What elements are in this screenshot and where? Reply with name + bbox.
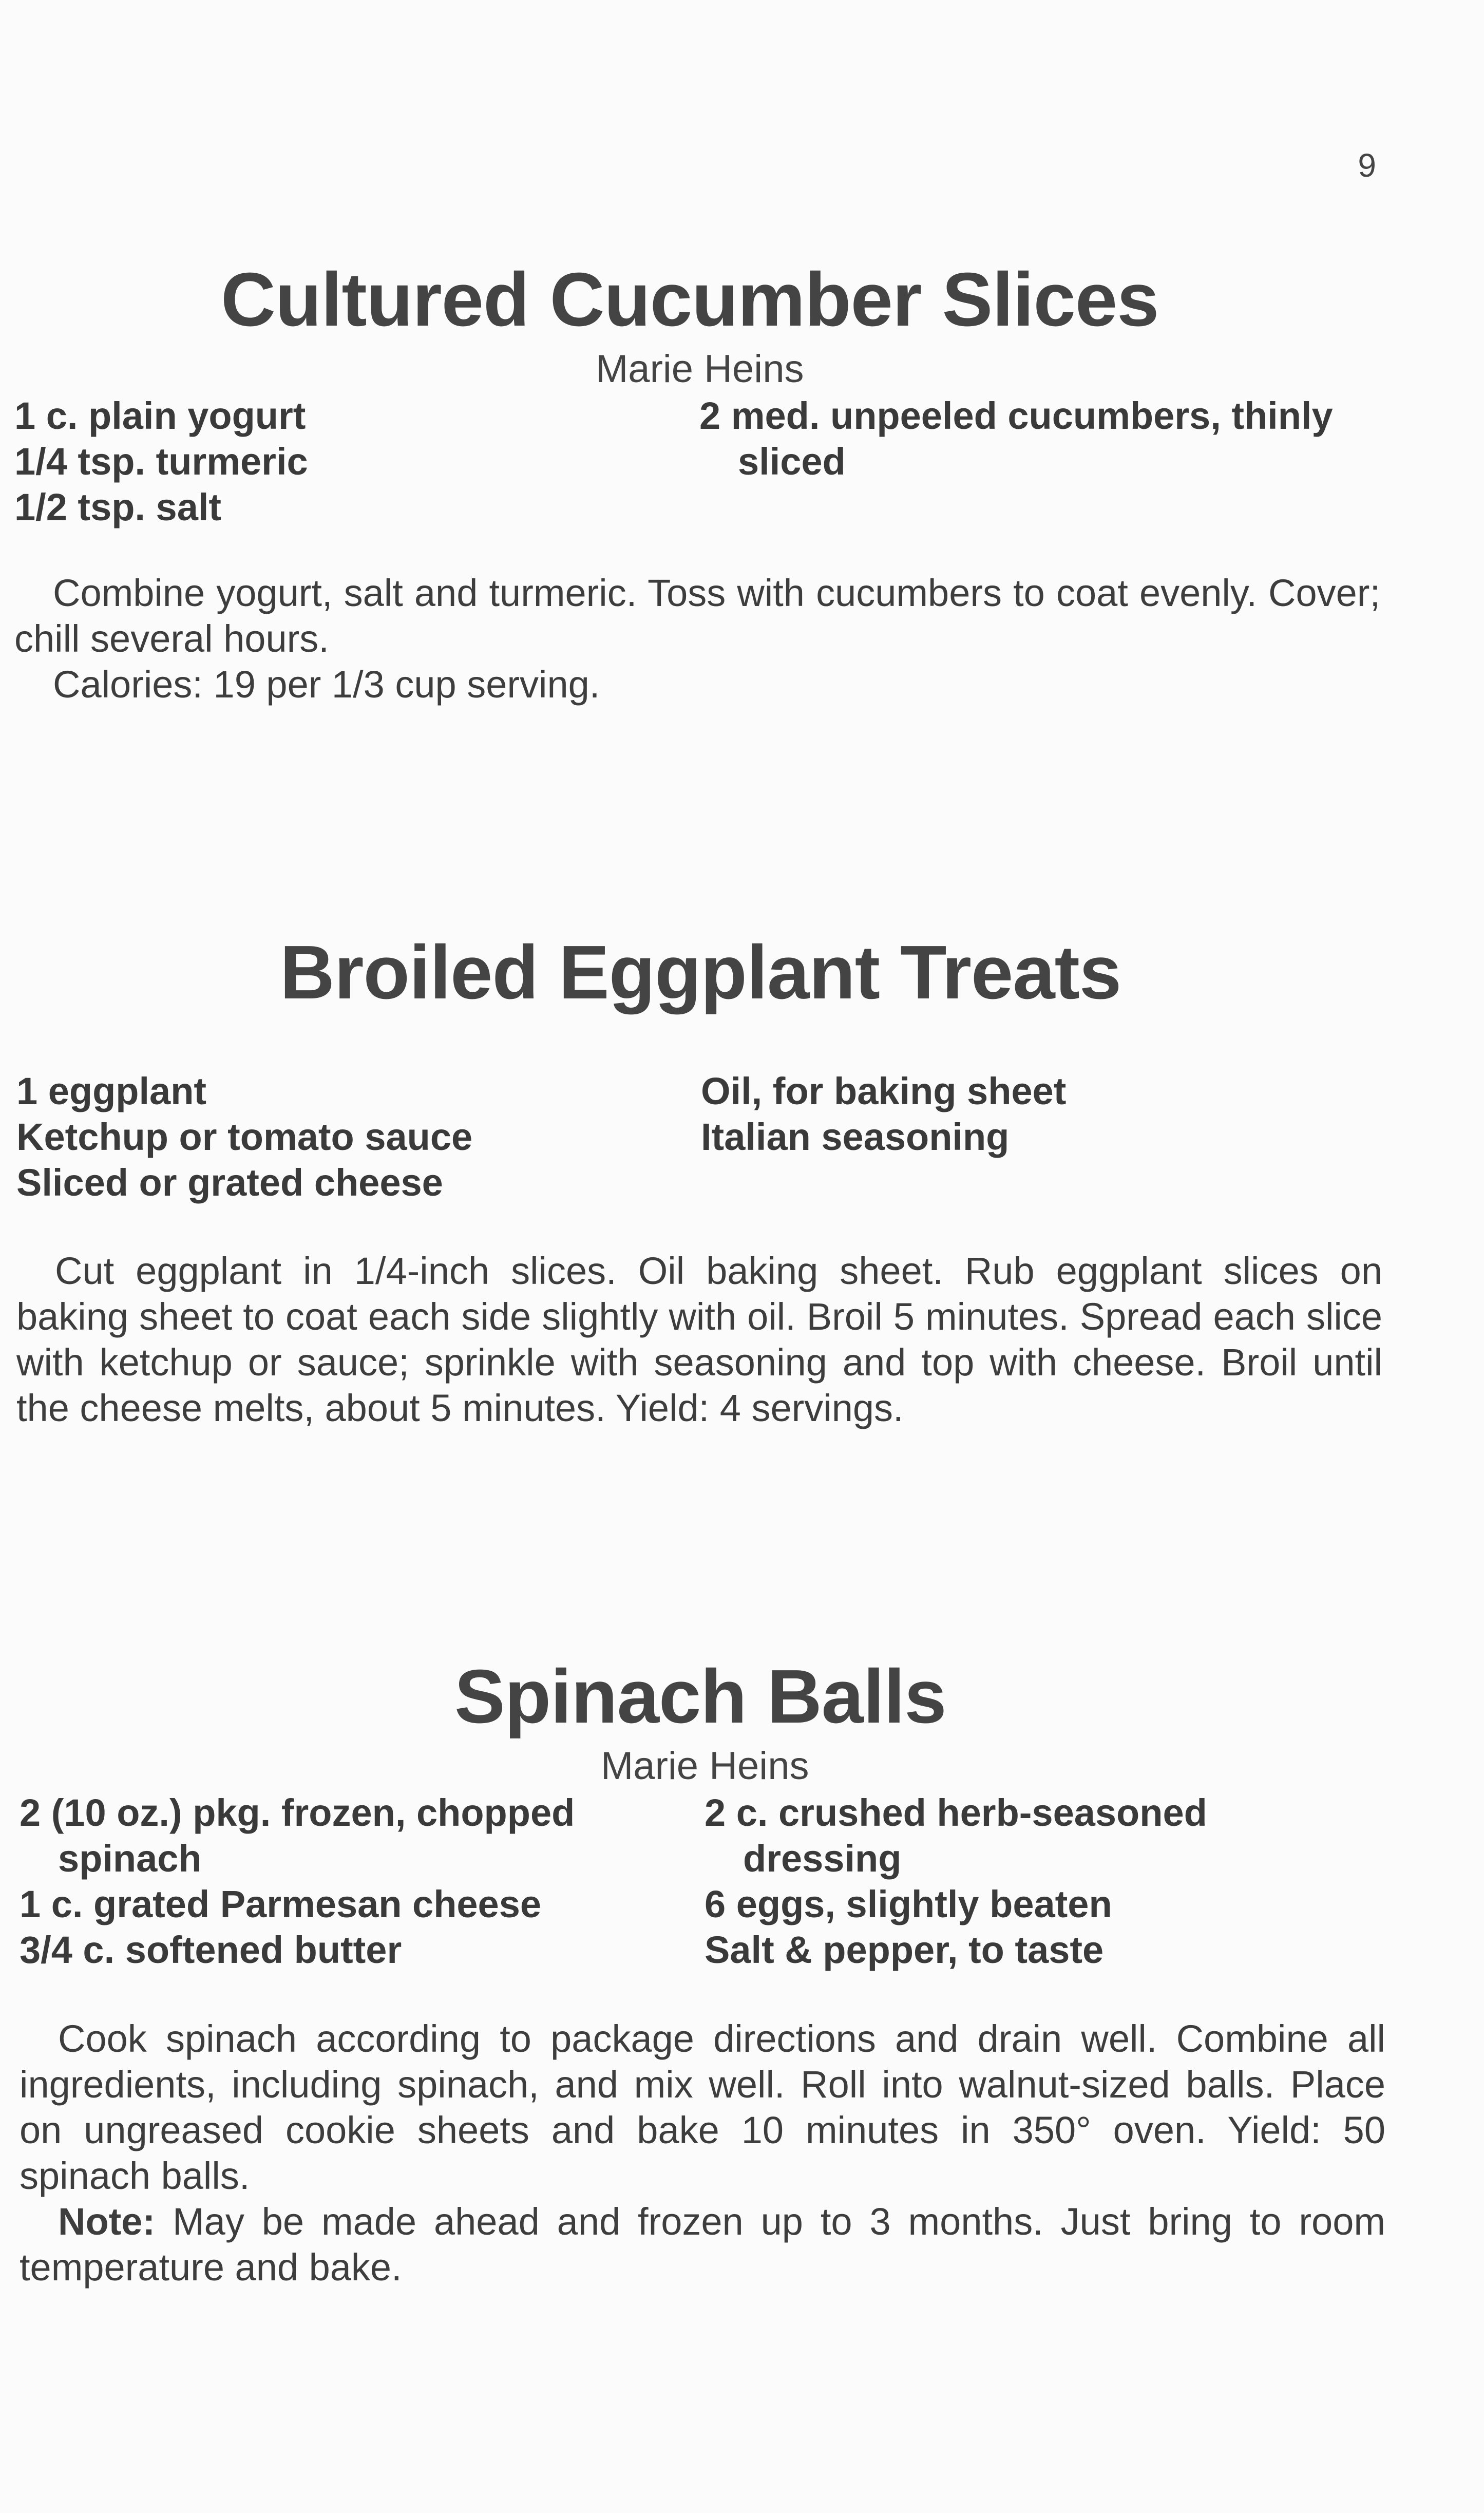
recipe-title: Cultured Cucumber Slices <box>221 257 1159 342</box>
ingredient-item: 1 eggplant <box>16 1070 207 1112</box>
directions-paragraph: Cook spinach according to package directions and drain well. Combine all ingredients, including spinach, and mix well. Roll into walnut-sized balls. Place on ungreased cookie sheets and bake 10 minutes in 350° oven. Yield: 50 spinach balls. <box>20 2017 1385 2197</box>
ingredient-item: 6 eggs, slightly beaten <box>705 1883 1112 1925</box>
ingredients-right-column <box>705 1790 1207 1973</box>
ingredient-item: 2 (10 oz.) pkg. frozen, chopped <box>20 1791 575 1834</box>
page-number: 9 <box>1358 147 1376 184</box>
ingredient-item-continued: sliced <box>738 440 846 483</box>
ingredient-item: Ketchup or tomato sauce <box>16 1116 473 1158</box>
ingredient-item: Italian seasoning <box>701 1116 1010 1158</box>
ingredients-left-column <box>20 1790 575 1973</box>
ingredient-item-continued: spinach <box>58 1837 202 1880</box>
recipe-directions <box>20 2016 1385 2290</box>
ingredients-right-column <box>701 1068 1066 1160</box>
recipe-author: Marie Heins <box>596 347 804 391</box>
directions-paragraph: Cut eggplant in 1/4-inch slices. Oil baking sheet. Rub eggplant slices on baking sheet to coat each side slightly with oil. Broil 5 minutes. Spread each slice with ketchup or sauce; sprinkle with seasoning and top with cheese. Broil until the cheese melts, about 5 minutes. Yield: 4 servings. <box>16 1250 1382 1429</box>
recipe-directions <box>14 570 1380 707</box>
ingredient-item: Salt & pepper, to taste <box>705 1929 1104 1971</box>
ingredient-item: Sliced or grated cheese <box>16 1161 443 1204</box>
directions-paragraph: Combine yogurt, salt and turmeric. Toss with cucumbers to coat evenly. Cover; chill several hours. <box>14 572 1380 660</box>
ingredient-item: 1 c. plain yogurt <box>14 394 306 437</box>
ingredient-item: Oil, for baking sheet <box>701 1070 1067 1112</box>
recipe-author: Marie Heins <box>601 1744 809 1788</box>
ingredients-left-column <box>14 393 308 530</box>
recipe-directions <box>16 1248 1382 1431</box>
note-label: Note: <box>58 2200 156 2243</box>
ingredient-item: 1/2 tsp. salt <box>14 486 222 528</box>
ingredient-item: 1/4 tsp. turmeric <box>14 440 308 483</box>
ingredient-item: 3/4 c. softened butter <box>20 1929 402 1971</box>
note-paragraph <box>20 2199 1385 2290</box>
recipe-title: Broiled Eggplant Treats <box>280 930 1121 1015</box>
ingredient-item: 2 c. crushed herb-seasoned <box>705 1791 1207 1834</box>
note-text: May be made ahead and frozen up to 3 months. Just bring to room temperature and bake. <box>20 2200 1385 2289</box>
recipe-title: Spinach Balls <box>454 1654 946 1739</box>
ingredient-item: 1 c. grated Parmesan cheese <box>20 1883 542 1925</box>
ingredients-right-column <box>699 393 1333 484</box>
calories-line: Calories: 19 per 1/3 cup serving. <box>53 663 600 706</box>
ingredient-item: 2 med. unpeeled cucumbers, thinly <box>699 394 1333 437</box>
ingredient-item-continued: dressing <box>743 1837 902 1880</box>
ingredients-left-column <box>16 1068 472 1205</box>
